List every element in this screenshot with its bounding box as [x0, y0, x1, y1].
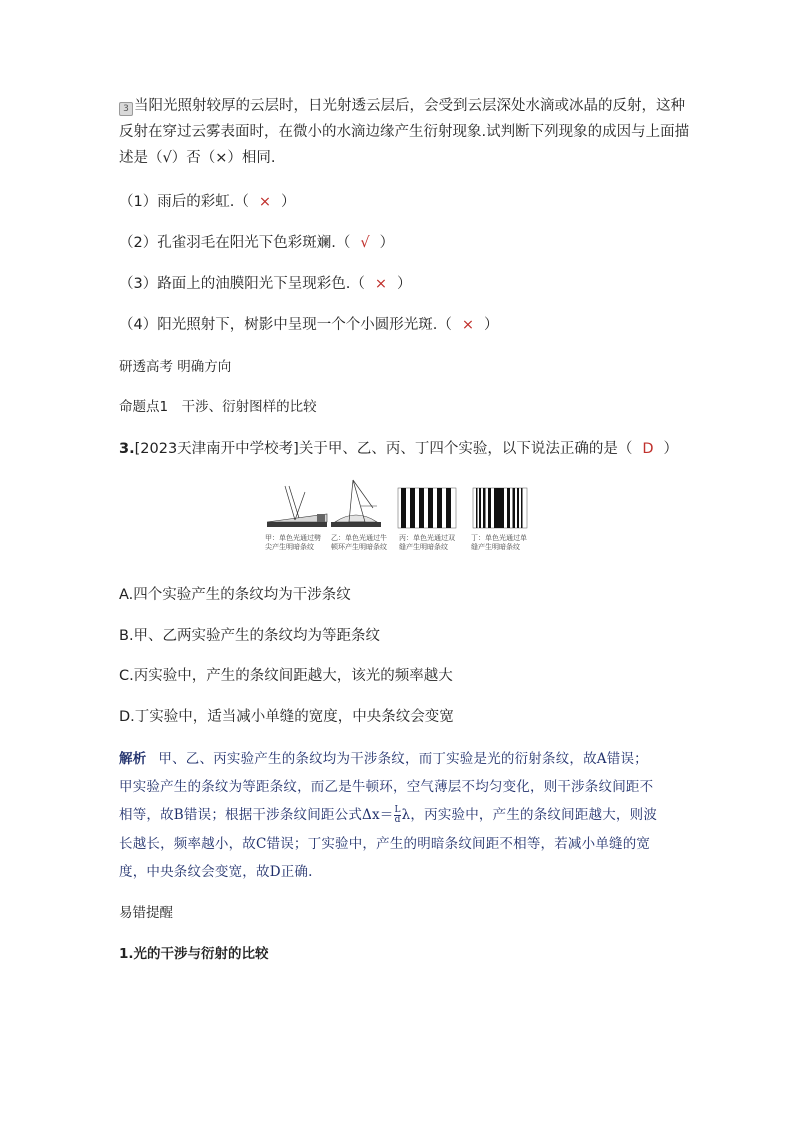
explanation-line-2: 甲实验产生的条纹为等距条纹，而乙是牛顿环，空气薄层不均匀变化，则干涉条纹间距不	[119, 779, 654, 795]
cross-mark: ×	[374, 276, 387, 292]
question-badge: 3	[119, 102, 133, 116]
intro-line-3: 述是（√）否（×）相同.	[119, 150, 276, 166]
subsection-heading: 命题点1 干涉、衍射图样的比较	[119, 399, 317, 415]
wedge-apparatus	[267, 486, 327, 527]
judgment-1: （1）雨后的彩虹.（ × ）	[119, 194, 296, 210]
explanation-line-3: 相等，故B错误；根据干涉条纹间距公式Δx＝ $\frac{L}{d}$ λ，丙实验中，产生的条纹间距越大，则波	[119, 805, 658, 825]
mistake-reminder-heading: 易错提醒	[119, 905, 173, 921]
answer-mark: D	[642, 441, 654, 457]
option-b: B.甲、乙两实验产生的条纹均为等距条纹	[119, 628, 381, 644]
judgment-4: （4）阳光照射下，树影中呈现一个个小圆形光斑.（ × ）	[119, 317, 499, 333]
single-slit-fringes	[473, 488, 527, 528]
intro-line-1: 3 当阳光照射较厚的云层时，日光射透云层后，会受到云层深处水滴或冰晶的反射，这种	[119, 96, 685, 116]
question-stem: 3.[2023天津南开中学校考]关于甲、乙、丙、丁四个实验，以下说法正确的是（ D ）	[119, 441, 678, 457]
option-a: A.四个实验产生的条纹均为干涉条纹	[119, 587, 351, 603]
experiment-figure	[265, 478, 535, 556]
section-heading: 研透高考 明确方向	[119, 359, 232, 375]
explanation-label: 解析	[119, 751, 147, 767]
experiment-diagram	[265, 478, 535, 536]
option-d: D.丁实验中，适当减小单缝的宽度，中央条纹会变宽	[119, 709, 454, 725]
explanation-line-4: 长越长，频率越小，故C错误；丁实验中，产生的明暗条纹间距不相等，若减小单缝的宽	[119, 836, 651, 852]
newton-ring-apparatus	[331, 480, 381, 527]
judgment-3: （3）路面上的油膜阳光下呈现彩色.（ × ）	[119, 276, 412, 292]
caption-bing: 丙：单色光通过双 缝产生明暗条纹	[399, 534, 455, 551]
cross-mark: ×	[258, 194, 271, 210]
check-mark: √	[360, 235, 370, 251]
explanation-line-1: 解析 甲、乙、丙实验产生的条纹均为干涉条纹，而丁实验是光的衍射条纹，故A错误；	[119, 751, 648, 767]
intro-line-2: 反射在穿过云雾表面时，在微小的水滴边缘产生衍射现象.试判断下列现象的成因与上面描	[119, 124, 690, 140]
caption-yi: 乙：单色光通过牛 顿环产生明暗条纹	[331, 534, 387, 551]
caption-ding: 丁：单色光通过单 缝产生明暗条纹	[471, 534, 527, 551]
formula-fraction: $\frac{L}{d}$	[394, 805, 401, 825]
comparison-heading: 1.光的干涉与衍射的比较	[119, 946, 269, 962]
explanation-line-5: 度，中央条纹会变宽，故D正确.	[119, 864, 313, 880]
caption-jia: 甲：单色光通过劈 尖产生明暗条纹	[265, 534, 321, 551]
judgment-2: （2）孔雀羽毛在阳光下色彩斑斓.（ √ ）	[119, 235, 395, 251]
double-slit-fringes	[398, 488, 456, 528]
cross-mark: ×	[461, 317, 474, 333]
option-c: C.丙实验中，产生的条纹间距越大，该光的频率越大	[119, 668, 453, 684]
